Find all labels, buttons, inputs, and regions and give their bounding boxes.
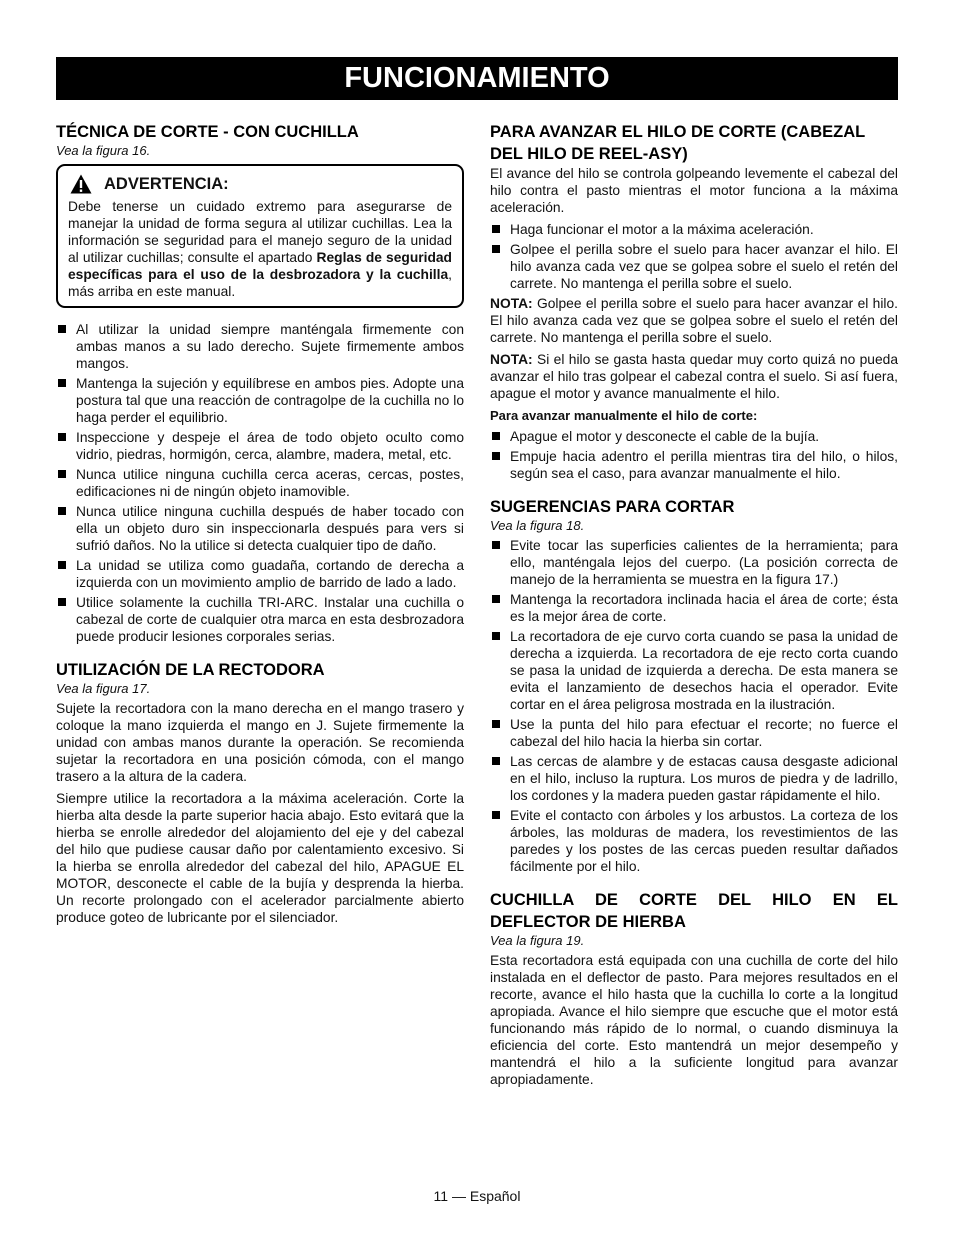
section-title: SUGERENCIAS PARA CORTAR (490, 498, 735, 516)
section-title: TÉCNICA DE CORTE - CON CUCHILLA (56, 123, 359, 141)
warning-text-part: , más arriba en este manual. (68, 267, 452, 299)
list-item: Las cercas de alambre y de estacas causa desgaste adicional en el hilo, incluso la ruptura. Los muros de piedra y de ladrillo, los cordones y la madera pueden gastar rápidamente el hilo. (490, 753, 898, 804)
warning-title: ADVERTENCIA: (104, 175, 229, 193)
warning-triangle-icon (70, 174, 92, 194)
note-paragraph (490, 295, 898, 346)
page-footer: 11 — Español (433, 1188, 521, 1204)
note-text: Si el hilo se gasta hasta quedar muy corto quizá no pueda avanzar el hilo tras golpear el cabezal contra el suelo. Si así fuera, apague el motor y avance manualmente el hilo. (490, 352, 898, 401)
warning-text-bold: Reglas de seguridad específicas para el uso de la desbrozadora y la cuchilla (68, 250, 452, 282)
list-item: Inspeccione y despeje el área de todo objeto oculto como vidrio, piedras, hormigón, cerca, alambre, madera, metal, etc. (56, 429, 464, 463)
list-item: Haga funcionar el motor a la máxima aceleración. (490, 221, 898, 238)
warning-text (68, 198, 452, 300)
list-item: Al utilizar la unidad siempre manténgala firmemente con ambas manos a su lado derecho. Sujete firmemente ambos mangos. (56, 321, 464, 372)
list-item: Use la punta del hilo para efectuar el recorte; no fuerce el cabezal del hilo hacia la hierba sin cortar. (490, 716, 898, 750)
right-column (490, 121, 898, 1093)
page-title-banner: FUNCIONAMIENTO (56, 57, 898, 100)
section-cutting-tips (490, 496, 898, 875)
list-item: La unidad se utiliza como guadaña, cortando de derecha a izquierda con un movimiento amplio de barrido de lado a lado. (56, 557, 464, 591)
figure-reference: Vea la figura 18. (490, 518, 585, 533)
section-trimmer-use (56, 659, 464, 926)
cutting-tips-bullet-list (490, 537, 898, 875)
list-item: Golpee el perilla sobre el suelo para hacer avanzar el hilo. El hilo avanza cada vez que se golpea sobre el suelo el retén del carrete. No mantenga el perilla sobre el suelo. (490, 241, 898, 292)
list-item: Apague el motor y desconecte el cable de la bujía. (490, 428, 898, 445)
note-text: Golpee el perilla sobre el suelo para hacer avanzar el hilo. El hilo avanza cada vez que se golpea sobre el suelo el retén del carrete. No mantenga el perilla sobre el suelo. (490, 296, 898, 345)
section-title: PARA AVANZAR EL HILO DE CORTE (CABEZAL DEL HILO DE REEL-ASY) (490, 123, 865, 163)
paragraph: Esta recortadora está equipada con una cuchilla de corte del hilo instalada en el deflector de pasto. Para mejores resultados en el recorte, avance el hilo hasta que la cuchilla lo corte a la longitud apropiada. Avance el hilo siempre que escuche que el motor está funcionando más rápido de lo normal, o cuando disminuya la eficiencia del corte. Esto mantendrá un mejor desempeño y mantendrá el hilo a la suficiente longitud para avanzar apropiadamente. (490, 953, 898, 1087)
list-item: Nunca utilice ninguna cuchilla después de haber tocado con ella un objeto duro sin inspeccionarla después para vers si sufrió daños. No la utilice si detecta cualquier tipo de daño. (56, 503, 464, 554)
figure-reference: Vea la figura 16. (56, 143, 151, 158)
paragraph: El avance del hilo se controla golpeando levemente el cabezal del hilo contra el pasto mientras el motor funciona a la máxima aceleración. (490, 166, 898, 215)
paragraph: Sujete la recortadora con la mano derecha en el mango trasero y coloque la mano izquierda el mango en J. Sujete firmemente la unidad con ambas manos durante la operación. Se recomienda sujetar la recortadora en una posición cómoda, con el mango trasero a la altura de la cadera. (56, 701, 464, 784)
section-blade-technique (56, 121, 464, 645)
note-label: NOTA: (490, 296, 533, 311)
figure-reference: Vea la figura 19. (490, 933, 585, 948)
left-column (56, 121, 464, 931)
manual-advance-heading: Para avanzar manualmente el hilo de corte: (490, 408, 758, 423)
warning-header (68, 174, 452, 194)
section-line-cutter-blade (490, 889, 898, 1088)
list-item: Empuje hacia adentro el perilla mientras tira del hilo, o hilos, según sea el caso, para avanzar manualmente el hilo. (490, 448, 898, 482)
section-line-advance (490, 121, 898, 482)
note-paragraph (490, 351, 898, 402)
list-item: Evite el contacto con árboles y los arbustos. La corteza de los árboles, las molduras de madera, los revestimientos de las paredes y los postes de las cercas pueden resultar dañados fácilmente por el hilo. (490, 807, 898, 875)
manual-advance-bullet-list (490, 428, 898, 482)
warning-text-part: Debe tenerse un cuidado extremo para asegurarse de manejar la unidad de forma segura al utilizar cuchillas. Lea la información se seguridad para el manejo seguro de la unidad al utilizar cuchillas; consulte el apartado (68, 199, 452, 265)
list-item: Utilice solamente la cuchilla TRI-ARC. Instalar una cuchilla o cabezal de corte de cualquier otra marca en esta desbrozadora puede producir lesiones corporales serias. (56, 594, 464, 645)
note-label: NOTA: (490, 352, 533, 367)
list-item: La recortadora de eje curvo corta cuando se pasa la unidad de derecha a izquierda. La recortadora de eje recto corta cuando se pasa la unidad de izquierda a derecha. De esta manera se evita el lanzamiento de desechos hacia el operador. Evite cortar en el área peligrosa mostrada en la ilustración. (490, 628, 898, 713)
list-item: Mantenga la recortadora inclinada hacia el área de corte; ésta es la mejor área de corte. (490, 591, 898, 625)
list-item: Evite tocar las superficies calientes de la herramienta; para ello, manténgala lejos del cuerpo. (La posición correcta de manejo de la herramienta se muestra en la figura 17.) (490, 537, 898, 588)
line-advance-bullet-list (490, 221, 898, 292)
paragraph: Siempre utilice la recortadora a la máxima aceleración. Corte la hierba alta desde la parte superior hacia abajo. Esto evitará que la hierba se enrolle alrededor del alojamiento del eje y del cabezal del hilo que pudiese causar daño por calentamiento excesivo. Si la hierba se enrolla alrededor del cabezal del hilo, APAGUE EL MOTOR, desconecte el cable de la bujía y desprenda la hierba. Un recorte prolongado con el acelerador parcialmente abierto produce goteo de lubricante por el silenciador. (56, 791, 464, 925)
list-item: Nunca utilice ninguna cuchilla cerca aceras, cercas, postes, edificaciones ni de ningún objeto inamovible. (56, 466, 464, 500)
list-item: Mantenga la sujeción y equilíbrese en ambos pies. Adopte una postura tal que una reacción de contragolpe de la cuchilla no lo haga perder el equilibrio. (56, 375, 464, 426)
blade-bullet-list (56, 321, 464, 645)
section-title: UTILIZACIÓN DE LA RECTODORA (56, 661, 325, 679)
warning-box (56, 164, 464, 308)
figure-reference: Vea la figura 17. (56, 681, 151, 696)
section-title: CUCHILLA DE CORTE DEL HILO EN EL DEFLECTOR DE HIERBA (490, 891, 898, 931)
